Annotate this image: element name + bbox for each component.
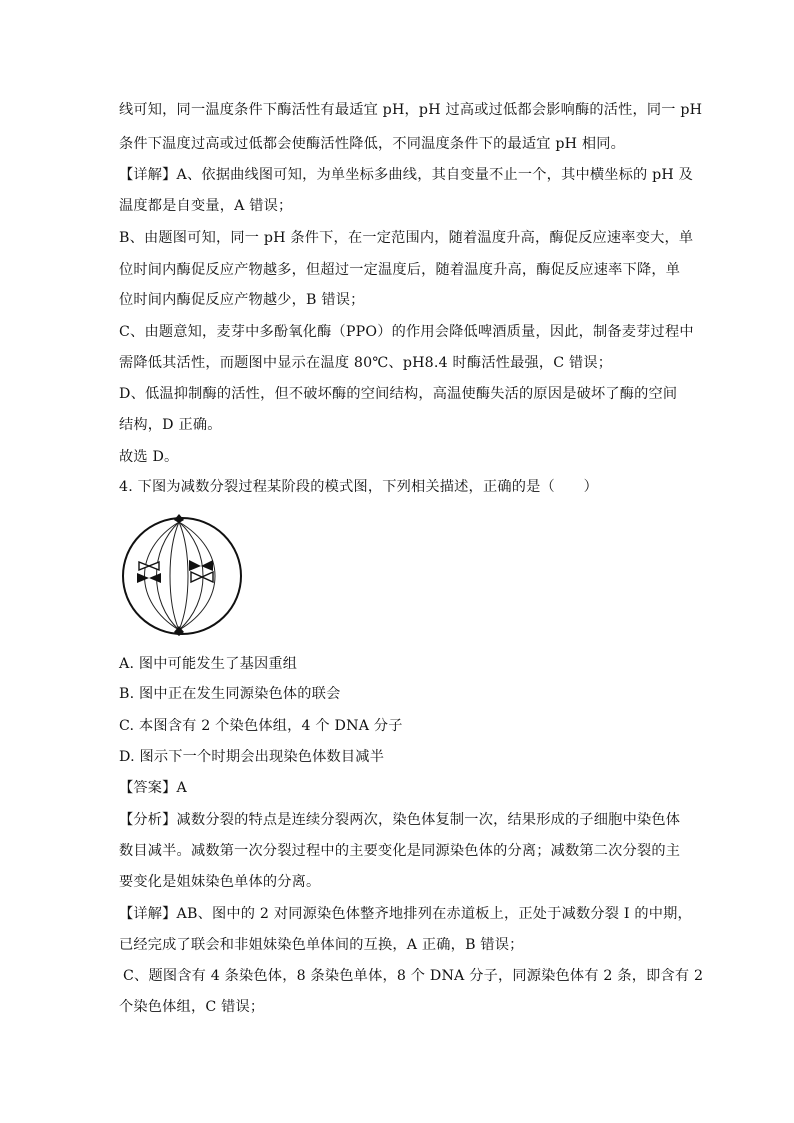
text-line-20: 数目减半。减数第一次分裂过程中的主要变化是同源染色体的分离；减数第二次分裂的主 [119,843,681,859]
text-line-24: C、题图含有 4 条染色体，8 条染色单体，8 个 DNA 分子，同源染色体有 2 条，即含有 2 [123,968,704,984]
text-line-9: 需降低其活性，而题图中显示在温度 80℃、pH8.4 时酶活性最强，C 错误； [119,355,613,371]
text-line-12: 故选 D。 [119,449,179,465]
text-line-1: 线可知，同一温度条件下酶活性有最适宜 pH，pH 过高或过低都会影响酶的活性，同一 pH [119,102,703,118]
text-line-5: B、由题图可知，同一 pH 条件下，在一定范围内，随着温度升高，酶促反应速率变大，单 [119,230,694,246]
text-line-19: 【分析】减数分裂的特点是连续分裂两次，染色体复制一次，结果形成的子细胞中染色体 [119,812,681,828]
text-line-2: 条件下温度过高或过低都会使酶活性降低，不同温度条件下的最适宜 pH 相同。 [119,136,626,152]
option-d: D. 图示下一个时期会出现染色体数目减半 [119,749,385,765]
option-b: B. 图中正在发生同源染色体的联会 [119,686,341,702]
meiosis-figure [119,510,247,640]
text-line-23: 已经完成了联会和非姐妹染色单体间的互换，A 正确，B 错误； [119,937,524,953]
text-line-4: 温度都是自变量，A 错误； [119,198,293,214]
cell-diagram-icon [119,510,247,640]
answer-line: 【答案】A [119,780,187,796]
text-line-8: C、由题意知，麦芽中多酚氧化酶（PPO）的作用会降低啤酒质量，因此，制备麦芽过程中 [119,324,694,340]
text-line-7: 位时间内酶促反应产物越少，B 错误； [119,292,365,308]
text-line-3: 【详解】A、依据曲线图可知，为单坐标多曲线，其自变量不止一个，其中横坐标的 pH 及 [119,167,694,183]
text-line-11: 结构，D 正确。 [119,417,222,433]
option-c: C. 本图含有 2 个染色体组，4 个 DNA 分子 [119,718,403,734]
text-line-25: 个染色体组，C 错误； [119,999,265,1015]
question-4-stem: 4. 下图为减数分裂过程某阶段的模式图，下列相关描述，正确的是（ ） [119,479,599,495]
text-line-6: 位时间内酶促反应产物越多，但超过一定温度后，随着温度升高，酶促反应速率下降，单 [119,262,681,278]
text-line-22: 【详解】AB、图中的 2 对同源染色体整齐地排列在赤道板上，正处于减数分裂 I 的中期， [119,906,692,922]
text-line-21: 要变化是姐妹染色单体的分离。 [119,874,321,890]
option-a: A. 图中可能发生了基因重组 [119,656,298,672]
text-line-10: D、低温抑制酶的活性，但不破坏酶的空间结构，高温使酶失活的原因是破坏了酶的空间 [119,386,678,402]
